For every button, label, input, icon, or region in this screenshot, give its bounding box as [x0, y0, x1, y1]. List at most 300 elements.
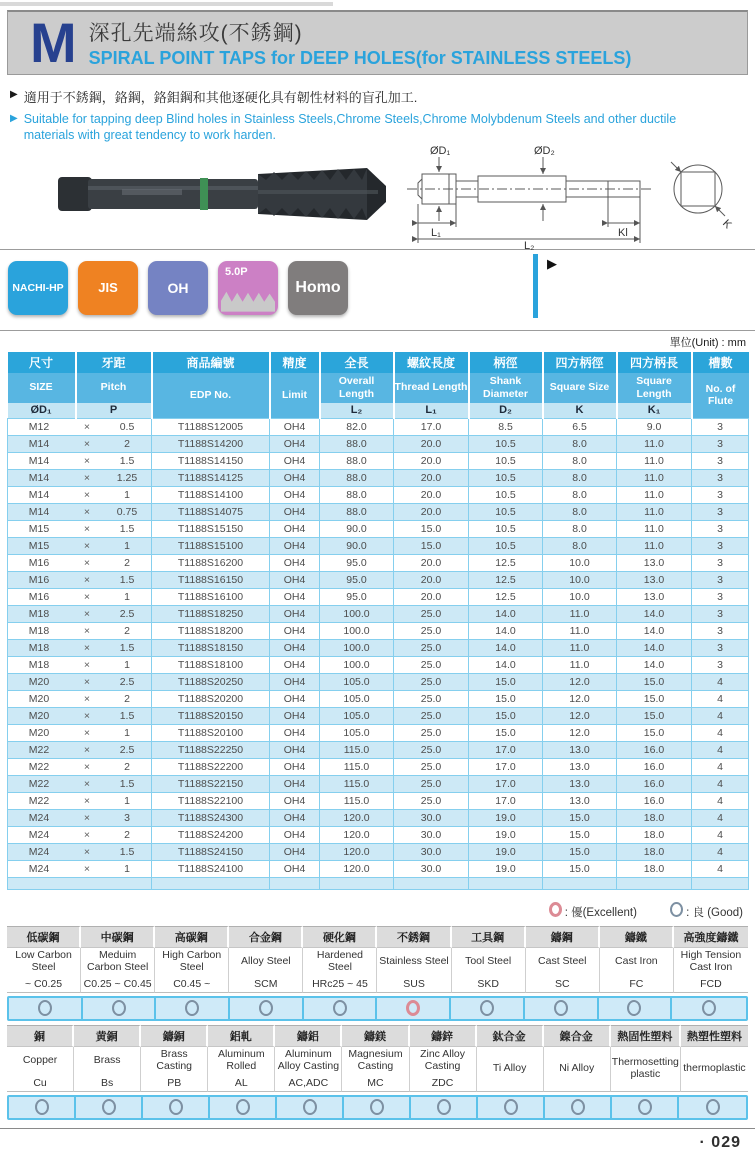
thread-length-cell: 25.0: [394, 758, 469, 775]
spec-table-body: [8, 418, 749, 889]
limit-cell: OH4: [270, 537, 320, 554]
materials-grid: [7, 1025, 748, 1092]
pitch-value: 1.5: [119, 522, 135, 535]
size-value: M22: [28, 777, 50, 790]
flutes-cell: 4: [692, 690, 749, 707]
overall-length-cell: 105.0: [320, 690, 394, 707]
col-overall-en: Overall Length: [320, 373, 394, 403]
col-size-zh: 尺寸: [8, 352, 76, 373]
overall-length-cell: 115.0: [320, 775, 394, 792]
shank-diameter-cell: 14.0: [469, 656, 543, 673]
material-name-zh: 不銹鋼: [377, 926, 451, 948]
size-pitch-cell: [8, 554, 152, 571]
material-name-zh: 鋁軋: [208, 1025, 275, 1047]
col-size-en: SIZE: [8, 373, 76, 403]
flutes-cell: 4: [692, 860, 749, 877]
pitch-value: 1.5: [119, 777, 135, 790]
legend-good: [670, 907, 743, 919]
square-size-cell: 11.0: [543, 639, 617, 656]
square-length-cell: 15.0: [617, 690, 692, 707]
rating-cell: [451, 998, 525, 1019]
thread-length-cell: 30.0: [394, 860, 469, 877]
dim-label-l2: L₂: [524, 239, 535, 252]
edp-cell: T1188S14100: [152, 486, 270, 503]
edp-cell: T1188S16150: [152, 571, 270, 588]
material-column: [155, 926, 229, 993]
material-code: AL: [234, 1076, 248, 1089]
flutes-cell: 4: [692, 775, 749, 792]
material-name-zh: 鑄鋅: [410, 1025, 477, 1047]
material-name-en: Aluminum Rolled: [217, 1048, 265, 1072]
thread-length-cell: 25.0: [394, 724, 469, 741]
badge-5-0p: [218, 261, 278, 315]
dim-label-l1: L₁: [431, 226, 441, 239]
limit-cell: OH4: [270, 418, 320, 435]
badge-homo: [288, 261, 348, 315]
material-name-zh: 鑄鎂: [342, 1025, 409, 1047]
col-edp-en: EDP No.: [152, 373, 270, 419]
size-value: M14: [28, 505, 50, 518]
top-strip: [0, 2, 333, 6]
header-row-en: [8, 373, 749, 403]
material-code: SUS: [403, 977, 425, 990]
multiply-sign: ×: [83, 556, 91, 569]
pitch-value: 2.5: [119, 675, 135, 688]
square-size-cell: 13.0: [543, 792, 617, 809]
shank-diameter-cell: 15.0: [469, 690, 543, 707]
badges-row-items: [8, 261, 348, 315]
square-length-cell: 18.0: [617, 860, 692, 877]
size-pitch-cell: [8, 792, 152, 809]
square-size-cell: 8.0: [543, 520, 617, 537]
material-name-en: Cast Iron: [615, 954, 658, 967]
rating-cell: [9, 1097, 76, 1118]
good-circle-icon: [185, 1000, 199, 1016]
overall-length-cell: 95.0: [320, 554, 394, 571]
pitch-value: 1.5: [119, 454, 135, 467]
size-pitch-cell: [8, 622, 152, 639]
square-length-cell: 16.0: [617, 775, 692, 792]
material-code: SC: [554, 977, 570, 990]
material-name-zh: 熱塑性塑料: [681, 1025, 748, 1047]
shank-diameter-cell: 15.0: [469, 707, 543, 724]
good-circle-icon: [259, 1000, 273, 1016]
material-name-en: Stainless Steel: [379, 954, 449, 967]
limit-cell: OH4: [270, 673, 320, 690]
description-block: [10, 87, 745, 144]
pitch-value: 1: [124, 794, 130, 807]
material-code: FCD: [700, 977, 722, 990]
square-size-cell: 10.0: [543, 588, 617, 605]
flutes-cell: 4: [692, 792, 749, 809]
col-limit-zh: 精度: [270, 352, 320, 373]
size-value: M12: [28, 420, 50, 433]
col-square-length-en: Square Length: [617, 373, 692, 403]
size-value: M22: [28, 743, 50, 756]
flutes-cell: 3: [692, 656, 749, 673]
shank-diameter-cell: 10.5: [469, 537, 543, 554]
limit-cell: OH4: [270, 724, 320, 741]
rating-cell: [612, 1097, 679, 1118]
shank-diameter-cell: 10.5: [469, 452, 543, 469]
divider-line: [0, 330, 755, 331]
material-name-en: Copper: [22, 1053, 58, 1066]
square-length-cell: 13.0: [617, 554, 692, 571]
material-name-zh: 黄銅: [74, 1025, 141, 1047]
edp-cell: T1188S22150: [152, 775, 270, 792]
size-value: M18: [28, 607, 50, 620]
shank-diameter-cell: 19.0: [469, 860, 543, 877]
material-name-zh: 高碳鋼: [155, 926, 229, 948]
material-column: [74, 1025, 141, 1092]
multiply-sign: ×: [83, 607, 91, 620]
edp-cell: T1188S20200: [152, 690, 270, 707]
material-body: [544, 1047, 611, 1092]
square-length-cell: 16.0: [617, 792, 692, 809]
thread-length-cell: 25.0: [394, 656, 469, 673]
size-pitch-cell: [8, 537, 152, 554]
size-value: M18: [28, 658, 50, 671]
good-circle-icon: [554, 1000, 568, 1016]
edp-cell: T1188S15100: [152, 537, 270, 554]
size-pitch-cell: [8, 486, 152, 503]
thread-length-cell: 25.0: [394, 775, 469, 792]
table-row: [8, 707, 749, 724]
pitch-value: 2.5: [119, 743, 135, 756]
good-circle-icon: [333, 1000, 347, 1016]
table-row: [8, 588, 749, 605]
badges-section: [0, 250, 755, 326]
size-pitch-cell: [8, 690, 152, 707]
multiply-sign: ×: [83, 845, 91, 858]
size-value: M18: [28, 641, 50, 654]
thread-length-cell: 25.0: [394, 639, 469, 656]
multiply-sign: ×: [83, 777, 91, 790]
good-circle-icon: [571, 1099, 585, 1115]
edp-cell: T1188S14150: [152, 452, 270, 469]
col-limit-en: Limit: [270, 373, 320, 419]
tap-photo: [52, 156, 402, 238]
multiply-sign: ×: [83, 658, 91, 671]
thread-length-cell: 30.0: [394, 843, 469, 860]
dim-label-d2: ØD₂: [534, 144, 555, 157]
col-pitch-zh: 牙距: [76, 352, 152, 373]
col-thread-sym: L₁: [394, 403, 469, 419]
material-name-en: thermoplastic: [683, 1061, 746, 1074]
size-value: M24: [28, 811, 50, 824]
limit-cell: OH4: [270, 486, 320, 503]
flutes-cell: 3: [692, 452, 749, 469]
overall-length-cell: [320, 877, 394, 889]
flutes-cell: 3: [692, 469, 749, 486]
thread-length-cell: 25.0: [394, 792, 469, 809]
material-code: C0.45 ~: [173, 977, 211, 990]
size-pitch-cell: [8, 843, 152, 860]
badge-oh: [148, 261, 208, 315]
square-length-cell: 11.0: [617, 486, 692, 503]
multiply-sign: ×: [83, 505, 91, 518]
table-row: [8, 503, 749, 520]
pitch-value: 2: [124, 760, 130, 773]
material-body: [681, 1047, 748, 1092]
square-size-cell: 11.0: [543, 656, 617, 673]
square-size-cell: 11.0: [543, 605, 617, 622]
overall-length-cell: 100.0: [320, 622, 394, 639]
table-row: [8, 792, 749, 809]
pitch-value: 2: [124, 556, 130, 569]
shank-diameter-cell: 19.0: [469, 809, 543, 826]
shank-diameter-cell: 17.0: [469, 792, 543, 809]
thread-length-cell: 20.0: [394, 554, 469, 571]
rating-cell: [525, 998, 599, 1019]
col-square-size-zh: 四方柄徑: [543, 352, 617, 373]
square-size-cell: 8.0: [543, 486, 617, 503]
material-code: SKD: [477, 977, 499, 990]
shank-diameter-cell: 10.5: [469, 520, 543, 537]
size-value: M15: [28, 539, 50, 552]
square-size-cell: 8.0: [543, 503, 617, 520]
material-body: [674, 948, 748, 993]
overall-length-cell: 82.0: [320, 418, 394, 435]
badge-label: 5.0P: [225, 265, 248, 278]
good-circle-icon: [112, 1000, 126, 1016]
table-row: [8, 724, 749, 741]
pitch-value: 0.75: [116, 505, 138, 518]
thread-length-cell: 25.0: [394, 707, 469, 724]
col-flutes-zh: 槽數: [692, 352, 749, 373]
material-body: [410, 1047, 477, 1092]
material-column: [141, 1025, 208, 1092]
shank-diameter-cell: 14.0: [469, 622, 543, 639]
material-column: [410, 1025, 477, 1092]
table-row: [8, 826, 749, 843]
material-code: SCM: [254, 977, 278, 990]
unit-label: 單位(Unit) : mm: [669, 336, 746, 349]
header-row-zh: [8, 352, 749, 373]
pitch-value: 1: [124, 539, 130, 552]
catalog-page: [0, 2, 755, 1151]
badge-label: OH: [167, 279, 189, 296]
multiply-sign: ×: [83, 522, 91, 535]
table-row: [8, 758, 749, 775]
flutes-cell: 4: [692, 673, 749, 690]
page-number: · 029: [699, 1133, 741, 1151]
overall-length-cell: 105.0: [320, 673, 394, 690]
overall-length-cell: 100.0: [320, 639, 394, 656]
limit-cell: OH4: [270, 843, 320, 860]
material-name-zh: 硬化鋼: [303, 926, 377, 948]
pitch-value: 1.5: [119, 709, 135, 722]
edp-cell: T1188S22200: [152, 758, 270, 775]
material-body: [155, 948, 229, 993]
size-pitch-cell: [8, 435, 152, 452]
material-code: ZDC: [431, 1076, 454, 1089]
description-text-zh: 適用于不銹鋼，鉻鋼，鉻鉬鋼和其他逐硬化具有韌性材料的盲孔加工.: [23, 90, 418, 105]
multiply-sign: ×: [83, 641, 91, 654]
square-size-cell: 12.0: [543, 673, 617, 690]
material-column: [611, 1025, 681, 1092]
thread-length-cell: 20.0: [394, 486, 469, 503]
shank-diameter-cell: 10.5: [469, 486, 543, 503]
material-column: [275, 1025, 342, 1092]
square-length-cell: 11.0: [617, 452, 692, 469]
flutes-cell: 3: [692, 571, 749, 588]
thread-length-cell: 25.0: [394, 622, 469, 639]
material-body: [452, 948, 526, 993]
multiply-sign: ×: [83, 760, 91, 773]
pitch-value: 0.5: [119, 420, 135, 433]
rating-cell: [230, 998, 304, 1019]
material-code: ~ C0.25: [25, 977, 63, 990]
material-body: [275, 1047, 342, 1092]
material-name-zh: 鑄銅: [141, 1025, 208, 1047]
thread-length-cell: 20.0: [394, 503, 469, 520]
good-circle-icon: [303, 1099, 317, 1115]
size-pitch-cell: [8, 639, 152, 656]
edp-cell: T1188S15150: [152, 520, 270, 537]
size-value: M16: [28, 573, 50, 586]
limit-cell: OH4: [270, 741, 320, 758]
good-circle-icon: [504, 1099, 518, 1115]
material-name-zh: 低碳鋼: [7, 926, 81, 948]
multiply-sign: ×: [83, 471, 91, 484]
table-row: [8, 469, 749, 486]
square-size-cell: 6.5: [543, 418, 617, 435]
size-pitch-cell: [8, 877, 152, 889]
good-circle-icon: [702, 1000, 716, 1016]
material-name-en: Meduim Carbon Steel: [86, 949, 149, 973]
square-size-cell: 8.0: [543, 435, 617, 452]
size-pitch-cell: [8, 656, 152, 673]
square-size-cell: 10.0: [543, 554, 617, 571]
material-code: Bs: [100, 1076, 114, 1089]
overall-length-cell: 88.0: [320, 486, 394, 503]
material-code: MC: [367, 1076, 384, 1089]
material-name-en: Low Carbon Steel: [15, 949, 72, 973]
material-body: [74, 1047, 141, 1092]
legend-excellent: [549, 907, 637, 919]
material-name-en: Ti Alloy: [492, 1061, 527, 1074]
good-circle-icon: [236, 1099, 250, 1115]
material-name-en: Zinc Alloy Casting: [420, 1048, 466, 1072]
good-circle-icon: [370, 1099, 384, 1115]
rating-cell: [304, 998, 378, 1019]
material-body: [141, 1047, 208, 1092]
limit-cell: [270, 877, 320, 889]
material-body: [7, 1047, 74, 1092]
table-row: [8, 775, 749, 792]
limit-cell: OH4: [270, 622, 320, 639]
col-square-length-zh: 四方柄長: [617, 352, 692, 373]
rating-cell: [344, 1097, 411, 1118]
material-code: C0.25 ~ C0.45: [83, 977, 152, 990]
overall-length-cell: 120.0: [320, 843, 394, 860]
material-column: [544, 1025, 611, 1092]
multiply-sign: ×: [83, 743, 91, 756]
material-name-zh: 鑄鋼: [526, 926, 600, 948]
flutes-cell: 3: [692, 486, 749, 503]
material-body: [303, 948, 377, 993]
col-pitch-sym: P: [76, 403, 152, 419]
badge-label: JIS: [98, 280, 118, 295]
material-column: [303, 926, 377, 993]
material-name-zh: 鎳合金: [544, 1025, 611, 1047]
page-title-en: SPIRAL POINT TAPS for DEEP HOLES(for STAINLESS STEELS): [88, 48, 632, 68]
pitch-value: 1: [124, 658, 130, 671]
badge-label: Homo: [295, 278, 341, 296]
square-length-cell: 11.0: [617, 520, 692, 537]
rating-cell: [599, 998, 673, 1019]
square-length-cell: 15.0: [617, 707, 692, 724]
materials-grid: [7, 926, 748, 993]
material-name-en: Brass Casting: [156, 1048, 193, 1072]
material-body: [526, 948, 600, 993]
thread-length-cell: 25.0: [394, 741, 469, 758]
good-circle-icon: [169, 1099, 183, 1115]
overall-length-cell: 100.0: [320, 605, 394, 622]
material-code: HRc25 ~ 45: [312, 977, 368, 990]
multiply-sign: ×: [83, 692, 91, 705]
flutes-cell: 3: [692, 588, 749, 605]
square-length-cell: 14.0: [617, 656, 692, 673]
flutes-cell: [692, 877, 749, 889]
shank-diameter-cell: 17.0: [469, 741, 543, 758]
page-title-zh: 深孔先端絲攻(不銹鋼): [88, 22, 303, 45]
edp-cell: T1188S20250: [152, 673, 270, 690]
excellent-label: : 優(Excellent): [564, 906, 637, 919]
square-size-cell: 15.0: [543, 809, 617, 826]
material-name-zh: 銅: [7, 1025, 74, 1047]
size-value: M24: [28, 862, 50, 875]
table-row: [8, 435, 749, 452]
square-length-cell: 18.0: [617, 826, 692, 843]
flutes-cell: 4: [692, 724, 749, 741]
material-column: [81, 926, 155, 993]
square-size-cell: 15.0: [543, 843, 617, 860]
square-length-cell: 14.0: [617, 639, 692, 656]
good-circle-icon: [706, 1099, 720, 1115]
pitch-value: 2: [124, 624, 130, 637]
table-row: [8, 571, 749, 588]
col-edp-zh: 商品編號: [152, 352, 270, 373]
table-row: [8, 537, 749, 554]
limit-cell: OH4: [270, 571, 320, 588]
square-size-cell: 13.0: [543, 758, 617, 775]
material-code: Cu: [33, 1076, 47, 1089]
multiply-sign: ×: [83, 624, 91, 637]
multiply-sign: ×: [83, 454, 91, 467]
size-value: M20: [28, 692, 50, 705]
material-code: PB: [167, 1076, 182, 1089]
good-circle-icon: [627, 1000, 641, 1016]
thread-profile-icon: [221, 286, 275, 312]
pitch-value: 3: [124, 811, 130, 824]
good-circle-icon: [102, 1099, 116, 1115]
square-length-cell: 9.0: [617, 418, 692, 435]
thread-length-cell: 15.0: [394, 520, 469, 537]
material-name-en: Magnesium Casting: [348, 1048, 403, 1072]
good-label: : 良 (Good): [686, 906, 743, 919]
col-thread-zh: 螺紋長度: [394, 352, 469, 373]
materials-table-1: [7, 926, 748, 1021]
col-square-length-sym: K₁: [617, 403, 692, 419]
rating-cell: [143, 1097, 210, 1118]
overall-length-cell: 115.0: [320, 741, 394, 758]
square-size-cell: 10.0: [543, 571, 617, 588]
thread-length-cell: 20.0: [394, 435, 469, 452]
rating-cell: [411, 1097, 478, 1118]
limit-cell: OH4: [270, 792, 320, 809]
